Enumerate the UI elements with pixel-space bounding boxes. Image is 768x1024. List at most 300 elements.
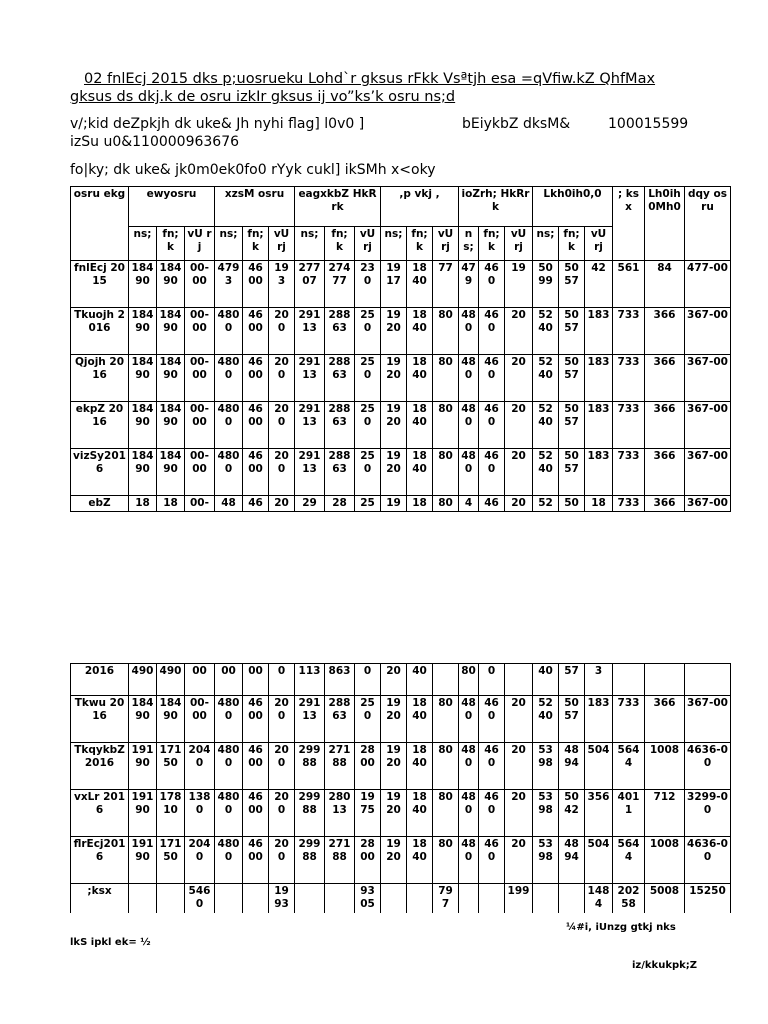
table-cell: 460	[479, 837, 505, 884]
table-cell: 20	[505, 496, 533, 512]
table-cell: 250	[355, 355, 381, 402]
header-da: eagxkbZ HkRrk	[295, 187, 381, 227]
table-cell: 40	[407, 664, 433, 696]
table-cell: 20	[505, 790, 533, 837]
subheader-cell: vU rj	[505, 227, 533, 261]
table-cell: 183	[585, 449, 613, 496]
table-cell: 18490	[129, 696, 157, 743]
table-row	[71, 449, 731, 496]
table-cell: 80	[433, 696, 459, 743]
table-cell: 18490	[157, 402, 185, 449]
table-cell: 0	[479, 664, 505, 696]
table-cell: 4636-00	[685, 837, 731, 884]
salary-table-continued-wrap	[70, 663, 768, 913]
teacher-name: v/;kid deZpkjh dk uke& Jh nyhi flag] l0v0 ]	[70, 116, 365, 132]
table-cell: 29988	[295, 837, 325, 884]
table-cell: 5460	[185, 884, 215, 914]
table-row	[71, 261, 731, 308]
table-row	[71, 664, 731, 696]
table-cell: 733	[613, 308, 645, 355]
table-cell: 00-00	[185, 402, 215, 449]
table-cell: 18	[129, 496, 157, 512]
table-cell: 20	[381, 664, 407, 696]
table-cell: 797	[433, 884, 459, 914]
table-cell: 4800	[215, 696, 243, 743]
table-cell: 2040	[185, 743, 215, 790]
table-cell: 1840	[407, 449, 433, 496]
table-cell: 52	[533, 496, 559, 512]
table-cell: 19190	[129, 837, 157, 884]
table-cell: 200	[269, 308, 295, 355]
table-cell: 1920	[381, 790, 407, 837]
table-cell: 28863	[325, 308, 355, 355]
table-cell: 42	[585, 261, 613, 308]
table-cell: 460	[479, 355, 505, 402]
table-cell: 80	[459, 664, 479, 696]
table-cell: 504	[585, 837, 613, 884]
table-cell: 00	[185, 664, 215, 696]
table-cell: 19190	[129, 743, 157, 790]
table-cell: 367-00	[685, 696, 731, 743]
document-title	[70, 70, 760, 106]
table-cell: 4800	[215, 449, 243, 496]
table-cell: 4800	[215, 790, 243, 837]
table-cell: 28863	[325, 449, 355, 496]
table-cell: 46	[243, 496, 269, 512]
table-cell: 460	[479, 696, 505, 743]
table-cell: 250	[355, 402, 381, 449]
table-cell: 4	[459, 496, 479, 512]
table-row	[71, 696, 731, 743]
table-row	[71, 355, 731, 402]
table-cell: 9305	[355, 884, 381, 914]
month-cell: TkqykbZ 2016	[71, 743, 129, 790]
table-cell: 18490	[157, 261, 185, 308]
header-grade: xzsM osru	[215, 187, 295, 227]
table-cell: 19	[381, 496, 407, 512]
table-cell: 5240	[533, 449, 559, 496]
table-cell: 4894	[559, 743, 585, 790]
table-cell	[459, 884, 479, 914]
table-row	[71, 496, 731, 512]
subheader-cell: fn; k	[157, 227, 185, 261]
table-cell: 17150	[157, 743, 185, 790]
amount-in-words-end: lkS ipkl ek= ½	[70, 937, 151, 948]
table-cell: 19190	[129, 790, 157, 837]
table-cell: 460	[479, 261, 505, 308]
table-cell: 00-00	[185, 696, 215, 743]
table-cell: 367-00	[685, 355, 731, 402]
table-cell: 18490	[129, 402, 157, 449]
table-cell	[215, 884, 243, 914]
table-cell: 25	[355, 496, 381, 512]
table-cell: 4636-00	[685, 743, 731, 790]
table-cell: 3	[585, 664, 613, 696]
month-cell: vxLr 2016	[71, 790, 129, 837]
table-cell: 5644	[613, 837, 645, 884]
table-cell: 504	[585, 743, 613, 790]
table-cell: 4894	[559, 837, 585, 884]
table-cell: 20	[505, 402, 533, 449]
table-cell: 3299-00	[685, 790, 731, 837]
table-cell: 80	[433, 308, 459, 355]
table-cell: 490	[129, 664, 157, 696]
table-cell: 480	[459, 402, 479, 449]
subheader-cell: fn; k	[407, 227, 433, 261]
table-cell: 200	[269, 790, 295, 837]
table-cell: 4600	[243, 402, 269, 449]
table-cell: 5057	[559, 355, 585, 402]
table-cell: 18490	[129, 449, 157, 496]
table-cell: 733	[613, 355, 645, 402]
table-cell: 561	[613, 261, 645, 308]
month-cell: ebZ	[71, 496, 129, 512]
table-cell: 200	[269, 402, 295, 449]
table-cell: 366	[645, 402, 685, 449]
table-cell: 366	[645, 496, 685, 512]
table-cell: 183	[585, 402, 613, 449]
table-row	[71, 308, 731, 355]
table-cell: 00	[243, 664, 269, 696]
table-cell: 1920	[381, 837, 407, 884]
table-cell: 28863	[325, 355, 355, 402]
table-cell: 48	[215, 496, 243, 512]
table-cell	[243, 884, 269, 914]
table-cell	[479, 884, 505, 914]
table-cell: 1380	[185, 790, 215, 837]
table-cell: 28863	[325, 696, 355, 743]
month-cell: fnlEcj 2015	[71, 261, 129, 308]
table-cell: 28013	[325, 790, 355, 837]
subheader-cell: vU rj	[433, 227, 459, 261]
table-cell: 460	[479, 402, 505, 449]
subheader-cell: vU rj	[269, 227, 295, 261]
subheader-cell: ns;	[295, 227, 325, 261]
table-cell: 20	[505, 837, 533, 884]
table-cell: 00-00	[185, 355, 215, 402]
table-cell	[685, 664, 731, 696]
table-cell: 29113	[295, 696, 325, 743]
table-cell: 18490	[129, 355, 157, 402]
table-cell: 5398	[533, 790, 559, 837]
month-cell: Tkuojh 2016	[71, 308, 129, 355]
table-cell: 366	[645, 308, 685, 355]
table-cell: 367-00	[685, 402, 731, 449]
table-cell: 27188	[325, 743, 355, 790]
table-cell: 193	[269, 261, 295, 308]
header-sum: ; ksx	[613, 187, 645, 261]
table-cell: 1840	[407, 261, 433, 308]
table-cell: 1920	[381, 696, 407, 743]
table-row	[71, 790, 731, 837]
salary-table-continued	[70, 663, 731, 913]
table-cell: 200	[269, 743, 295, 790]
table-cell: 29988	[295, 790, 325, 837]
table-cell: 2040	[185, 837, 215, 884]
table-cell: 1840	[407, 790, 433, 837]
table-cell: 57	[559, 664, 585, 696]
table-cell: 27707	[295, 261, 325, 308]
table-cell: 18490	[129, 308, 157, 355]
table-cell: 80	[433, 449, 459, 496]
table-cell: 490	[157, 664, 185, 696]
table-cell: 80	[433, 790, 459, 837]
table-cell: 1484	[585, 884, 613, 914]
table-cell: 5644	[613, 743, 645, 790]
title-line-2: gksus ds dkj.k de osru izkIr gksus ij vo”ks’k osru ns;d	[70, 89, 456, 105]
principal-signature: iz/kkukpk;Z	[632, 960, 698, 971]
table-cell: 4600	[243, 790, 269, 837]
table-cell: 4600	[243, 449, 269, 496]
table-cell: 29113	[295, 308, 325, 355]
table-cell	[433, 664, 459, 696]
table-cell: 480	[459, 837, 479, 884]
table-cell: 27477	[325, 261, 355, 308]
table-cell: 20	[269, 496, 295, 512]
table-cell: 477-00	[685, 261, 731, 308]
table-cell: 367-00	[685, 496, 731, 512]
month-cell: Qjojh 2016	[71, 355, 129, 402]
subheader-cell: fn; k	[559, 227, 585, 261]
table-cell: 5042	[559, 790, 585, 837]
table-cell: 1840	[407, 308, 433, 355]
table-cell: 460	[479, 790, 505, 837]
table-cell: 18	[157, 496, 185, 512]
table-cell: 480	[459, 790, 479, 837]
table-cell: 480	[459, 308, 479, 355]
table-cell	[157, 884, 185, 914]
table-cell: 366	[645, 355, 685, 402]
table-cell: 20258	[613, 884, 645, 914]
month-cell: Tkwu 2016	[71, 696, 129, 743]
table-cell: 17150	[157, 837, 185, 884]
table-cell	[505, 664, 533, 696]
table-cell: 733	[613, 696, 645, 743]
table-cell: 733	[613, 496, 645, 512]
table-cell: 183	[585, 308, 613, 355]
table-cell: 712	[645, 790, 685, 837]
table-cell: 5240	[533, 696, 559, 743]
table-cell	[381, 884, 407, 914]
table-cell: 1840	[407, 696, 433, 743]
table-cell: 0	[269, 664, 295, 696]
table-cell: 2800	[355, 743, 381, 790]
school-name: fo|ky; dk uke& jk0m0ek0fo0 rYyk cukl] ikSMh x<oky	[70, 162, 436, 178]
month-cell: ;ksx	[71, 884, 129, 914]
table-row	[71, 884, 731, 914]
table-cell: 27188	[325, 837, 355, 884]
table-cell: 46	[479, 496, 505, 512]
table-cell: 1840	[407, 355, 433, 402]
table-cell: 20	[505, 696, 533, 743]
table-cell: 19	[505, 261, 533, 308]
table-cell: 863	[325, 664, 355, 696]
table-cell: 18490	[129, 261, 157, 308]
table-cell: 460	[479, 743, 505, 790]
month-cell: flrEcj2016	[71, 837, 129, 884]
table-cell: 5240	[533, 355, 559, 402]
table-cell: 1840	[407, 402, 433, 449]
table-cell: 15250	[685, 884, 731, 914]
table-cell: 18490	[157, 308, 185, 355]
table-cell: 113	[295, 664, 325, 696]
table-cell: 5057	[559, 402, 585, 449]
table-cell: 356	[585, 790, 613, 837]
table-cell: 480	[459, 696, 479, 743]
table-cell: 479	[459, 261, 479, 308]
table-cell: 20	[505, 355, 533, 402]
table-cell: 183	[585, 355, 613, 402]
header-net: dqy osru	[685, 187, 731, 261]
table-cell: 4600	[243, 261, 269, 308]
table-cell: 1008	[645, 837, 685, 884]
table-cell: 480	[459, 449, 479, 496]
subheader-cell: ns;	[129, 227, 157, 261]
table-cell: 366	[645, 449, 685, 496]
employee-code: 100015599	[608, 116, 689, 132]
amount-in-words: ¼#i, iUnzg gtkj nks	[566, 922, 676, 933]
table-cell: 480	[459, 355, 479, 402]
table-cell: 460	[479, 449, 505, 496]
table-cell: 460	[479, 308, 505, 355]
table-cell: 28863	[325, 402, 355, 449]
table-cell: 29	[295, 496, 325, 512]
table-cell: 200	[269, 837, 295, 884]
table-cell: 20	[505, 449, 533, 496]
table-cell: 29113	[295, 402, 325, 449]
table-cell: 1920	[381, 449, 407, 496]
subheader-cell: fn; k	[243, 227, 269, 261]
header-total: Lkh0ih0,0	[533, 187, 613, 227]
subheader-cell: fn; k	[479, 227, 505, 261]
table-cell: 80	[433, 402, 459, 449]
table-row	[71, 402, 731, 449]
table-cell: 0	[355, 664, 381, 696]
table-cell: 4800	[215, 355, 243, 402]
table-cell: 77	[433, 261, 459, 308]
table-cell: 200	[269, 696, 295, 743]
table-cell: 18	[407, 496, 433, 512]
table-cell: 29113	[295, 449, 325, 496]
table-cell: 1920	[381, 308, 407, 355]
subheader-cell: ns;	[215, 227, 243, 261]
header-hra: ,p vkj ,	[381, 187, 459, 227]
table-cell: 4800	[215, 837, 243, 884]
table-cell	[613, 664, 645, 696]
table-cell	[325, 884, 355, 914]
table-cell: 367-00	[685, 308, 731, 355]
table-cell: 17810	[157, 790, 185, 837]
table-cell: 1920	[381, 355, 407, 402]
table-cell: 4600	[243, 743, 269, 790]
table-cell: 1993	[269, 884, 295, 914]
subheader-cell: vU rj	[185, 227, 215, 261]
table-cell	[295, 884, 325, 914]
table-cell: 18490	[157, 449, 185, 496]
table-cell: 80	[433, 355, 459, 402]
table-cell: 1840	[407, 743, 433, 790]
table-cell: 199	[505, 884, 533, 914]
table-cell: 183	[585, 696, 613, 743]
subheader-cell: vU rj	[355, 227, 381, 261]
employee-code-label: bEiykbZ dksM&	[462, 116, 571, 132]
subheader-cell: ns;	[533, 227, 559, 261]
table-cell: 5057	[559, 449, 585, 496]
table-cell: 5008	[645, 884, 685, 914]
table-cell	[559, 884, 585, 914]
table-cell: 4800	[215, 402, 243, 449]
table-cell: 733	[613, 449, 645, 496]
table-cell: 00-00	[185, 308, 215, 355]
header-basic: ewyosru	[129, 187, 215, 227]
table-cell: 250	[355, 449, 381, 496]
table-cell: 18	[585, 496, 613, 512]
table-row	[71, 743, 731, 790]
table-cell: 80	[433, 743, 459, 790]
table-cell: 4800	[215, 743, 243, 790]
table-cell: 00-00	[185, 449, 215, 496]
table-cell: 5398	[533, 743, 559, 790]
table-cell: 5099	[533, 261, 559, 308]
table-cell: 1917	[381, 261, 407, 308]
table-cell: 230	[355, 261, 381, 308]
table-cell	[407, 884, 433, 914]
table-cell: 5240	[533, 308, 559, 355]
table-cell: 00-00	[185, 261, 215, 308]
table-cell: 18490	[157, 355, 185, 402]
table-cell: 1975	[355, 790, 381, 837]
pran-number: izSu u0&110000963676	[70, 134, 240, 150]
table-cell: 1920	[381, 402, 407, 449]
subheader-cell: vU rj	[585, 227, 613, 261]
table-cell: 80	[433, 837, 459, 884]
subheader-cell: fn; k	[325, 227, 355, 261]
table-cell	[129, 884, 157, 914]
table-cell: 00-	[185, 496, 215, 512]
subheader-cell: ns;	[459, 227, 479, 261]
month-cell: ekpZ 2016	[71, 402, 129, 449]
table-cell: 200	[269, 449, 295, 496]
table-cell: 40	[533, 664, 559, 696]
table-cell: 29988	[295, 743, 325, 790]
table-cell: 2800	[355, 837, 381, 884]
salary-table	[70, 186, 731, 512]
table-cell: 4011	[613, 790, 645, 837]
table-cell: 4793	[215, 261, 243, 308]
table-cell: 1008	[645, 743, 685, 790]
table-cell: 50	[559, 496, 585, 512]
table-cell: 5057	[559, 696, 585, 743]
table-cell: 4600	[243, 355, 269, 402]
table-cell	[645, 664, 685, 696]
header-other: ioZrh; HkRrk	[459, 187, 533, 227]
title-line-1: 02 fnlEcj 2015 dks p;uosrueku Lohd`r gksus rFkk Vsªtjh esa =qVfiw.kZ QhfMax	[84, 71, 656, 87]
table-cell: 5240	[533, 402, 559, 449]
subheader-cell: ns;	[381, 227, 407, 261]
table-cell: 5057	[559, 308, 585, 355]
table-cell: 367-00	[685, 449, 731, 496]
table-cell: 4600	[243, 696, 269, 743]
header-cpf: Lh0ih 0Mh0	[645, 187, 685, 261]
table-cell: 1840	[407, 837, 433, 884]
month-cell: vizSy2016	[71, 449, 129, 496]
month-cell: 2016	[71, 664, 129, 696]
table-cell: 250	[355, 308, 381, 355]
table-cell: 366	[645, 696, 685, 743]
table-cell: 20	[505, 308, 533, 355]
table-cell: 28	[325, 496, 355, 512]
table-cell: 4800	[215, 308, 243, 355]
